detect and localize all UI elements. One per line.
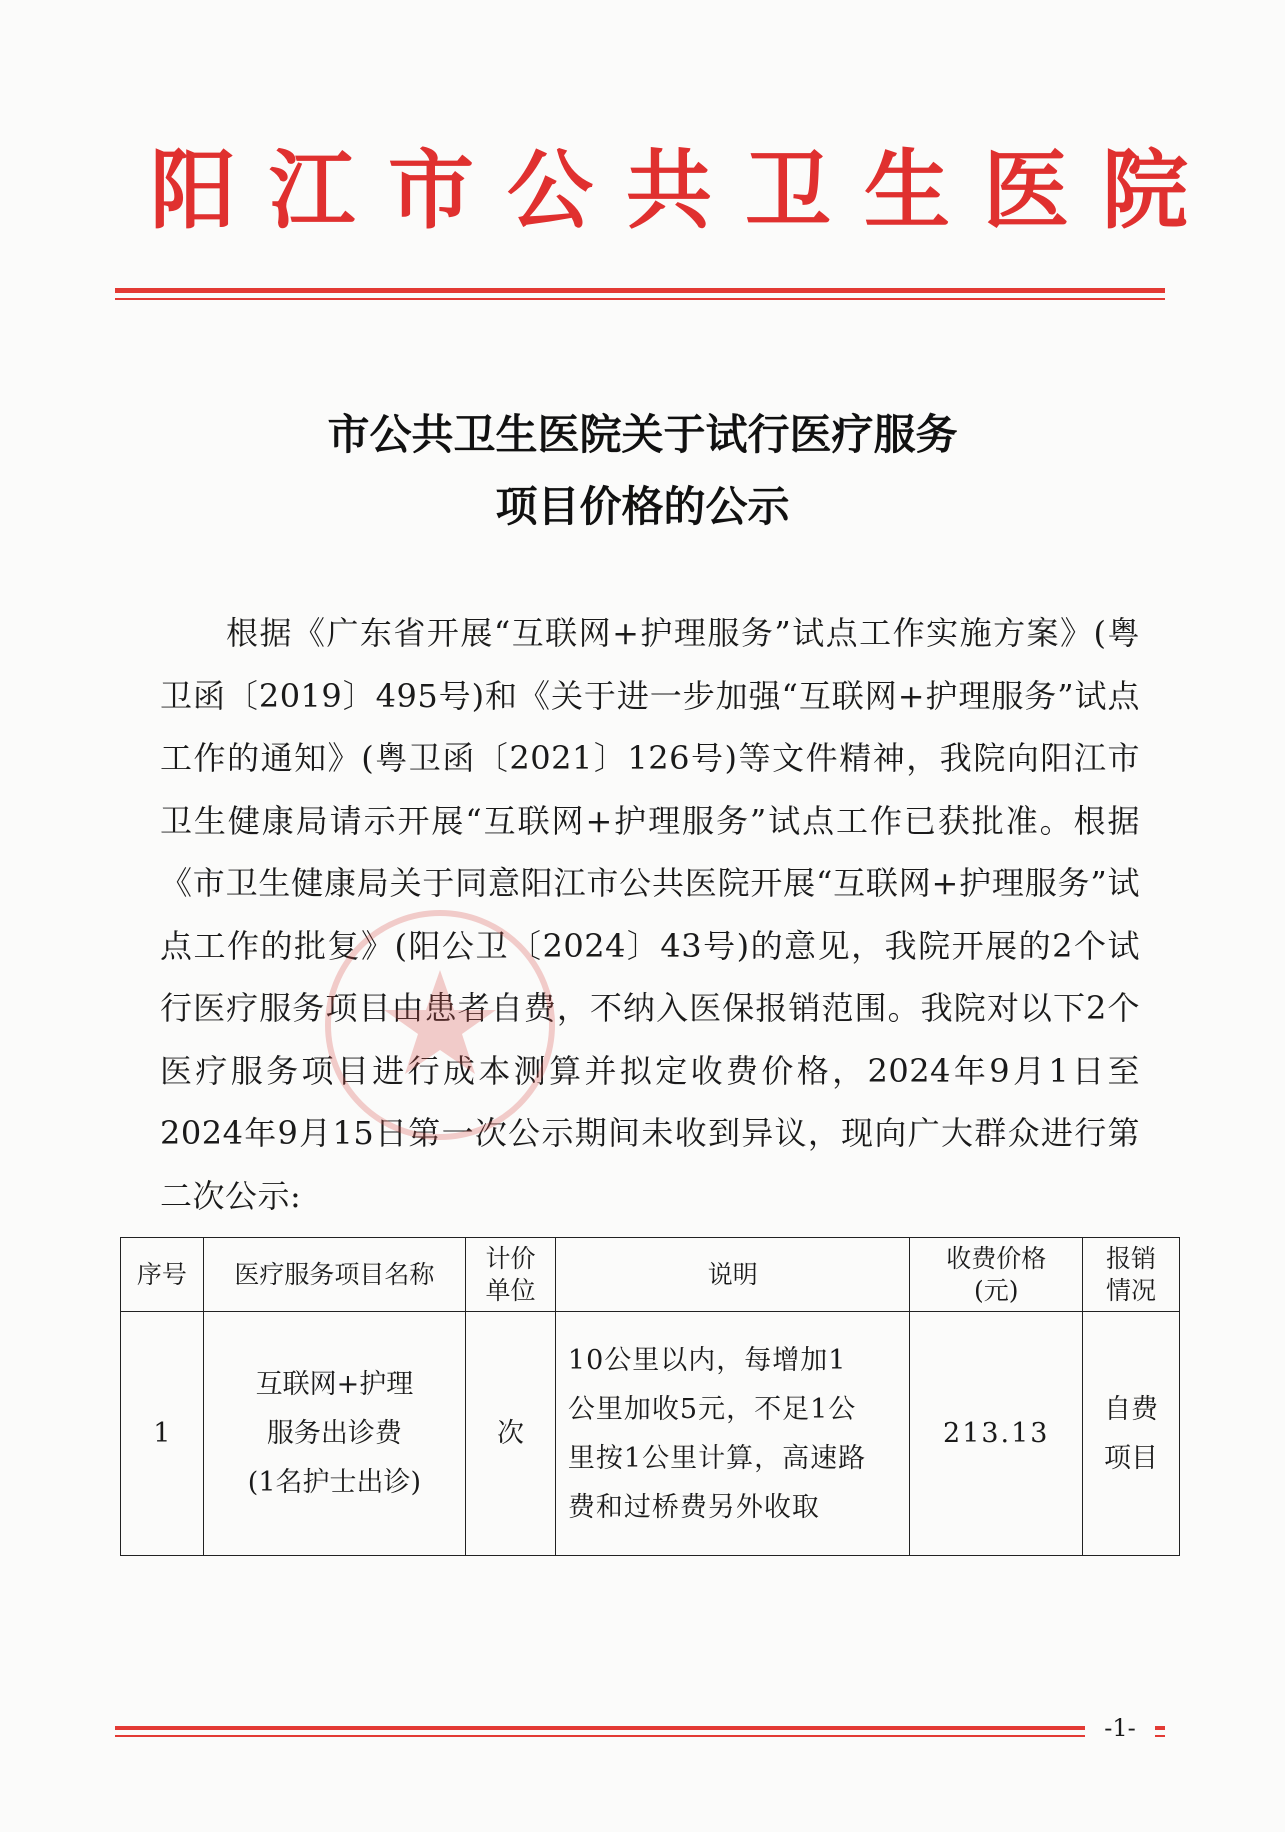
cell-pricing-unit: 次 xyxy=(466,1312,556,1556)
official-seal-stamp xyxy=(315,900,565,1150)
item-name-line-2: 服务出诊费 xyxy=(266,1418,402,1449)
header-serial-no: 序号 xyxy=(121,1238,204,1312)
header-reimbursement xyxy=(1083,1238,1180,1312)
table-row xyxy=(121,1312,1180,1556)
item-name-line-1: 互联网+护理 xyxy=(255,1369,414,1400)
header-pricing-unit xyxy=(466,1238,556,1312)
description-line-4: 费和过桥费另外收取 xyxy=(567,1491,820,1523)
header-fee-price xyxy=(910,1238,1083,1312)
cell-fee-price: 213.13 xyxy=(910,1312,1083,1556)
document-title-line-2: 项目价格的公示 xyxy=(495,482,790,531)
cell-item-name xyxy=(203,1312,465,1556)
reimbursement-line-1: 自费 xyxy=(1104,1393,1159,1425)
cell-reimbursement xyxy=(1083,1312,1180,1556)
reimbursement-line-2: 项目 xyxy=(1104,1442,1159,1474)
page-number: -1- xyxy=(1085,1714,1155,1742)
header-description: 说明 xyxy=(555,1238,910,1312)
cell-serial-no: 1 xyxy=(121,1312,204,1556)
document-title-line-1: 市公共卫生医院关于试行医疗服务 xyxy=(327,410,958,459)
header-item-name: 医疗服务项目名称 xyxy=(203,1238,465,1312)
table-header-row xyxy=(121,1238,1180,1312)
footer-rule-thick xyxy=(115,1726,1165,1730)
letterhead-rule-thin xyxy=(115,298,1165,300)
header-price-line-1: 收费价格 xyxy=(946,1243,1047,1273)
cell-description xyxy=(555,1312,910,1556)
body-paragraph: 根据《广东省开展“互联网+护理服务”试点工作实施方案》(粤卫函〔2019〕495号)和《关于进一步加强“互联网+护理服务”试点工作的通知》(粤卫函〔2021〕126号)等文件精神，我院向阳江市卫生健康局请示开展“互联网+护理服务”试点工作已获批准。根据《市卫生健康局关于同意阳江市公共医院开展“互联网+护理服务”试点工作的批复》(阳公卫〔2024〕43号)的意见，我院开展的2个试行医疗服务项目由患者自费，不纳入医保报销范围。我院对以下2个医疗服务项目进行成本测算并拟定收费价格，2024年9月1日至2024年9月15日第一次公示期间未收到异议，现向广大群众进行第二次公示: xyxy=(160,614,1140,1215)
header-unit-line-2: 单位 xyxy=(485,1275,536,1305)
header-reimb-line-1: 报销 xyxy=(1106,1243,1157,1273)
header-reimb-line-2: 情况 xyxy=(1106,1275,1157,1305)
organization-letterhead: 阳江市公共卫生医院 xyxy=(150,141,1221,241)
description-line-3: 里按1公里计算，高速路 xyxy=(567,1442,867,1474)
header-price-line-2: (元) xyxy=(974,1275,1019,1305)
fee-table xyxy=(120,1237,1180,1556)
letterhead-rule-thick xyxy=(115,288,1165,293)
header-unit-line-1: 计价 xyxy=(485,1243,536,1273)
description-line-1: 10公里以内，每增加1 xyxy=(567,1344,847,1376)
footer-rule-thin xyxy=(115,1735,1165,1737)
description-line-2: 公里加收5元，不足1公 xyxy=(567,1393,857,1425)
item-name-line-3: (1名护士出诊) xyxy=(247,1467,422,1498)
